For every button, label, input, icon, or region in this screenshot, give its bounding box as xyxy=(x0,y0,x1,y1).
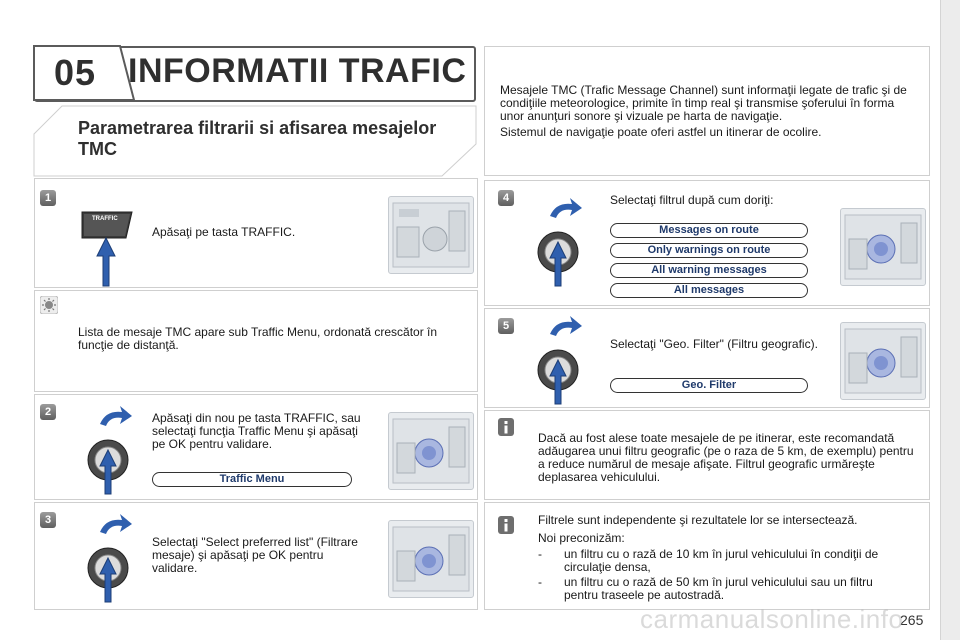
filter-option-all-warning-messages: All warning messages xyxy=(610,263,808,278)
info-2-bullet-2: - un filtru cu o rază de 50 km în jurul vehiculului sau un filtru pentru traseele pe autostradă. xyxy=(538,576,908,602)
traffic-key-label: TRAFFIC xyxy=(92,216,118,222)
step-2-badge: 2 xyxy=(40,404,56,420)
radio-unit-illustration-3 xyxy=(388,520,474,598)
intro-paragraph-2: Sistemul de navigaţie poate oferi astfel un itinerar de ocolire. xyxy=(500,125,822,139)
knob-rotate-press-icon-2 xyxy=(84,404,136,496)
step-1-badge: 1 xyxy=(40,190,56,206)
step-5-badge: 5 xyxy=(498,318,514,334)
tip-text: Lista de mesaje TMC apare sub Traffic Menu, ordonată crescător în funcţie de distanţă. xyxy=(78,325,438,352)
knob-rotate-press-icon-4 xyxy=(534,196,586,288)
watermark: carmanualsonline.info xyxy=(640,604,904,634)
step-4-badge: 4 xyxy=(498,190,514,206)
tip-bulb-icon xyxy=(40,296,58,314)
step-5-text: Selectaţi "Geo. Filter" (Filtru geografic). xyxy=(610,337,818,351)
info-icon-1 xyxy=(498,418,514,436)
info-icon-2 xyxy=(498,516,514,534)
chapter-title: INFORMATII TRAFIC xyxy=(128,52,467,90)
step-1-text: Apăsaţi pe tasta TRAFFIC. xyxy=(152,225,296,239)
section-title: Parametrarea filtrarii si afisarea mesajelor TMC xyxy=(78,118,437,159)
knob-rotate-press-icon-3 xyxy=(84,512,136,604)
info-2-paragraph-1: Filtrele sunt independente şi rezultatele lor se intersectează. xyxy=(538,513,858,527)
traffic-menu-label: Traffic Menu xyxy=(152,472,352,487)
radio-unit-illustration-2 xyxy=(388,412,474,490)
knob-rotate-press-icon-5 xyxy=(534,314,586,406)
filter-option-messages-on-route: Messages on route xyxy=(610,223,808,238)
filter-option-all-messages: All messages xyxy=(610,283,808,298)
step-3-badge: 3 xyxy=(40,512,56,528)
step-4-text: Selectaţi filtrul după cum doriţi: xyxy=(610,193,774,207)
intro-paragraph-1: Mesajele TMC (Trafic Message Channel) sunt informaţii legate de trafic şi de condiţiile meteorologice, primite în timp real şi transmise şoferului în forma unor anunţuri sonore şi vizuale pe harta de navigaţie. xyxy=(500,83,907,123)
radio-unit-illustration-4 xyxy=(840,208,926,286)
page-number: 265 xyxy=(900,612,924,628)
info-2-bullet-1: - un filtru cu o rază de 10 km în jurul vehiculului în condiţii de circulaţie densa, xyxy=(538,548,908,574)
radio-unit-illustration-1 xyxy=(388,196,474,274)
info-2-bullet-2-text: un filtru cu o rază de 50 km în jurul vehiculului sau un filtru pentru traseele pe autostradă. xyxy=(564,575,873,602)
info-2-paragraph-2: Noi preconizăm: xyxy=(538,531,625,545)
info-2-bullet-1-text: un filtru cu o rază de 10 km în jurul vehiculului în condiţii de circulaţie densa, xyxy=(564,547,879,574)
info-1-text: Dacă au fost alese toate mesajele de pe itinerar, este recomandată adăugarea unui filtru geografic (pe o raza de 5 km, de exemplu) pentru a reduce numărul de mesaje afişate. Filtrul geografic urmăreşte deplasarea vehiculului. xyxy=(538,431,914,484)
radio-unit-illustration-5 xyxy=(840,322,926,400)
filter-option-only-warnings-on-route: Only warnings on route xyxy=(610,243,808,258)
step-3-text: Selectaţi "Select preferred list" (Filtrare mesaje) şi apăsaţi pe OK pentru validare. xyxy=(152,535,358,575)
geo-filter-label: Geo. Filter xyxy=(610,378,808,393)
step-2-text: Apăsaţi din nou pe tasta TRAFFIC, sau selectaţi funcţia Traffic Menu şi apăsaţi pe OK pentru validare. xyxy=(152,411,361,451)
page-margin-strip xyxy=(940,0,960,640)
chapter-number: 05 xyxy=(54,52,97,93)
